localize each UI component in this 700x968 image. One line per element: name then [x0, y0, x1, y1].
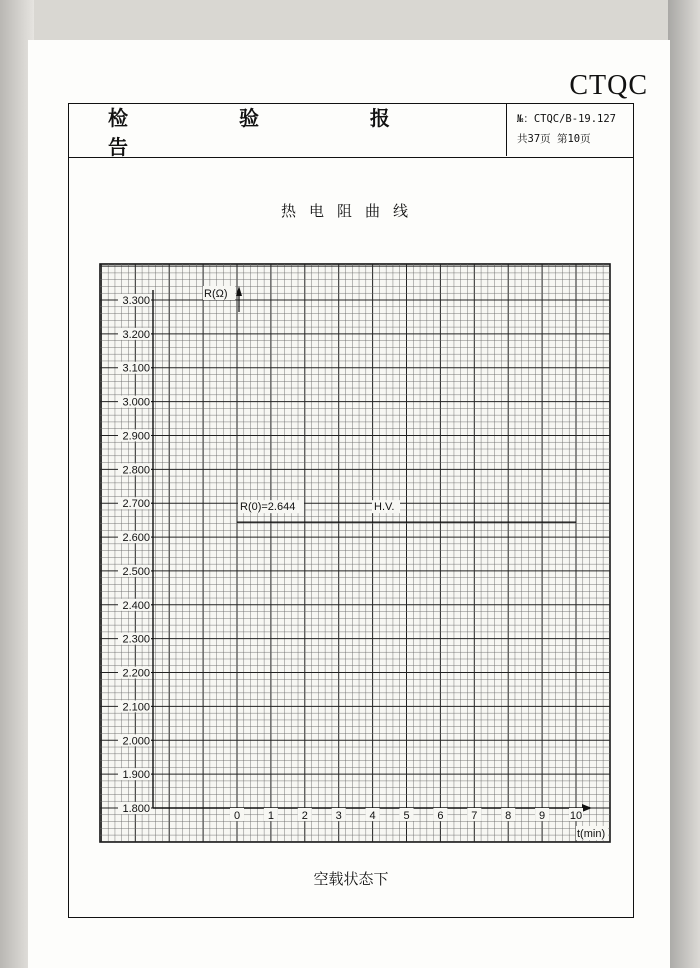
brand-logo: CTQC	[569, 70, 648, 101]
y-tick-label: 3.000	[122, 396, 150, 409]
x-tick-label: 8	[505, 810, 512, 822]
y-tick-label: 2.200	[122, 667, 150, 680]
x-tick-label: 7	[471, 810, 478, 822]
x-tick-label: 0	[233, 810, 241, 822]
graph-paper	[100, 264, 610, 842]
y-tick-label: 2.400	[122, 599, 150, 612]
x-tick-label: 2	[301, 810, 308, 822]
chart-caption: 空载状态下	[313, 870, 389, 888]
y-tick-label: 3.100	[122, 362, 150, 375]
y-tick-label: 2.800	[122, 464, 150, 477]
x-tick-label: 4	[369, 810, 376, 822]
chart-title: 热电阻曲线	[280, 202, 421, 220]
x-tick-label: 5	[403, 810, 410, 822]
y-tick-label: 2.700	[122, 498, 150, 511]
y-axis-label: R(Ω)	[204, 288, 228, 300]
annotation-hv: H.V.	[374, 501, 395, 514]
y-tick-label: 1.800	[122, 803, 150, 815]
y-tick-label: 2.000	[122, 735, 150, 748]
x-axis-label: t(min)	[577, 828, 606, 840]
report-number: №：CTQC/B-19.127	[517, 113, 617, 125]
y-tick-label: 2.600	[122, 532, 150, 545]
page-count: 共37页 第10页	[517, 133, 591, 145]
annotation-r0: R(0)=2.644	[240, 501, 296, 514]
report-title: 检 验 报 告	[108, 105, 442, 159]
y-tick-label: 3.200	[122, 328, 150, 341]
y-tick-label: 2.900	[122, 430, 150, 443]
y-tick-label: 1.900	[122, 769, 150, 782]
y-tick-label: 2.300	[122, 633, 150, 646]
x-tick-label: 6	[437, 810, 444, 822]
y-tick-label: 2.500	[122, 565, 150, 578]
y-tick-label: 2.100	[122, 701, 150, 714]
x-tick-label: 1	[267, 810, 274, 822]
x-tick-label: 10	[569, 810, 583, 822]
y-tick-label: 3.300	[122, 295, 150, 307]
x-tick-label: 3	[335, 810, 342, 822]
x-tick-label: 9	[539, 810, 546, 822]
